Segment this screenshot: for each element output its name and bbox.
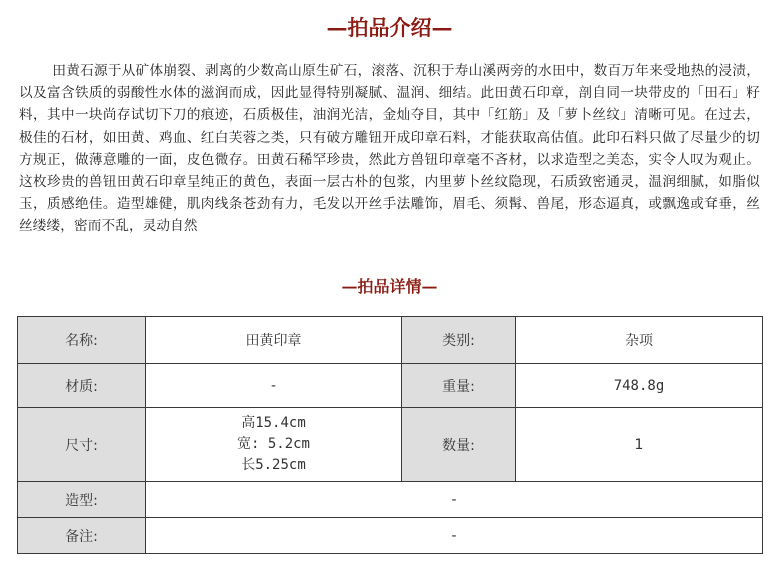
table-row (18, 364, 763, 408)
category-label: 类别: (402, 317, 516, 364)
table-row (18, 317, 763, 364)
category-value: 杂项 (516, 317, 763, 364)
size-label: 尺寸: (18, 408, 146, 482)
table-row (18, 482, 763, 518)
shape-label: 造型: (18, 482, 146, 518)
remarks-value: - (146, 518, 763, 554)
quantity-value: 1 (516, 408, 763, 482)
material-label: 材质: (18, 364, 146, 408)
shape-value: - (146, 482, 763, 518)
name-label: 名称: (18, 317, 146, 364)
material-value: - (146, 364, 402, 408)
table-row (18, 408, 763, 482)
size-width: 宽: 5.2cm (236, 436, 310, 452)
intro-heading: —拍品介绍— (326, 15, 453, 40)
details-heading: —拍品详情— (341, 277, 438, 296)
quantity-label: 数量: (402, 408, 516, 482)
size-length: 长5.25cm (241, 457, 306, 473)
intro-description: 田黄石源于从矿体崩裂、剥离的少数高山原生矿石，滚落、沉积于寿山溪两旁的水田中，数百万年来受地热的浸渍，以及富含铁质的弱酸性水体的滋润而成，因此显得特别凝腻、温润、细结。此田黄石印章，剖自同一块带皮的「田石」籽料，其中一块尚存试切下刀的痕迹，石质极佳，油润光洁，金灿夺目，其中「红筋」及「萝卜丝纹」清晰可见。在过去，极佳的石材，如田黄、鸡血、红白芙蓉之类，只有破方雕钮开成印章石料，才能获取高估值。此印石料只做了尽量少的切方规正，做薄意雕的一面，皮色微存。田黄石稀罕珍贵，然此方兽钮印章毫不吝材，以求造型之美态，实令人叹为观止。这枚珍贵的兽钮田黄石印章呈纯正的黄色，表面一层古朴的包浆，内里萝卜丝纹隐现，石质致密通灵，温润细腻，如脂似玉，质感绝佳。造型雄健，肌肉线条苍劲有力，毛发以开丝手法雕饰，眉毛、须髯、兽尾，形态逼真，或飘逸或耷垂，丝丝缕缕，密而不乱，灵动自然 (19, 63, 760, 235)
remarks-label: 备注: (18, 518, 146, 554)
size-height: 高15.4cm (241, 415, 306, 431)
name-value: 田黄印章 (146, 317, 402, 364)
table-row (18, 518, 763, 554)
size-value (146, 408, 402, 482)
weight-value: 748.8g (516, 364, 763, 408)
details-table (17, 316, 763, 554)
weight-label: 重量: (402, 364, 516, 408)
